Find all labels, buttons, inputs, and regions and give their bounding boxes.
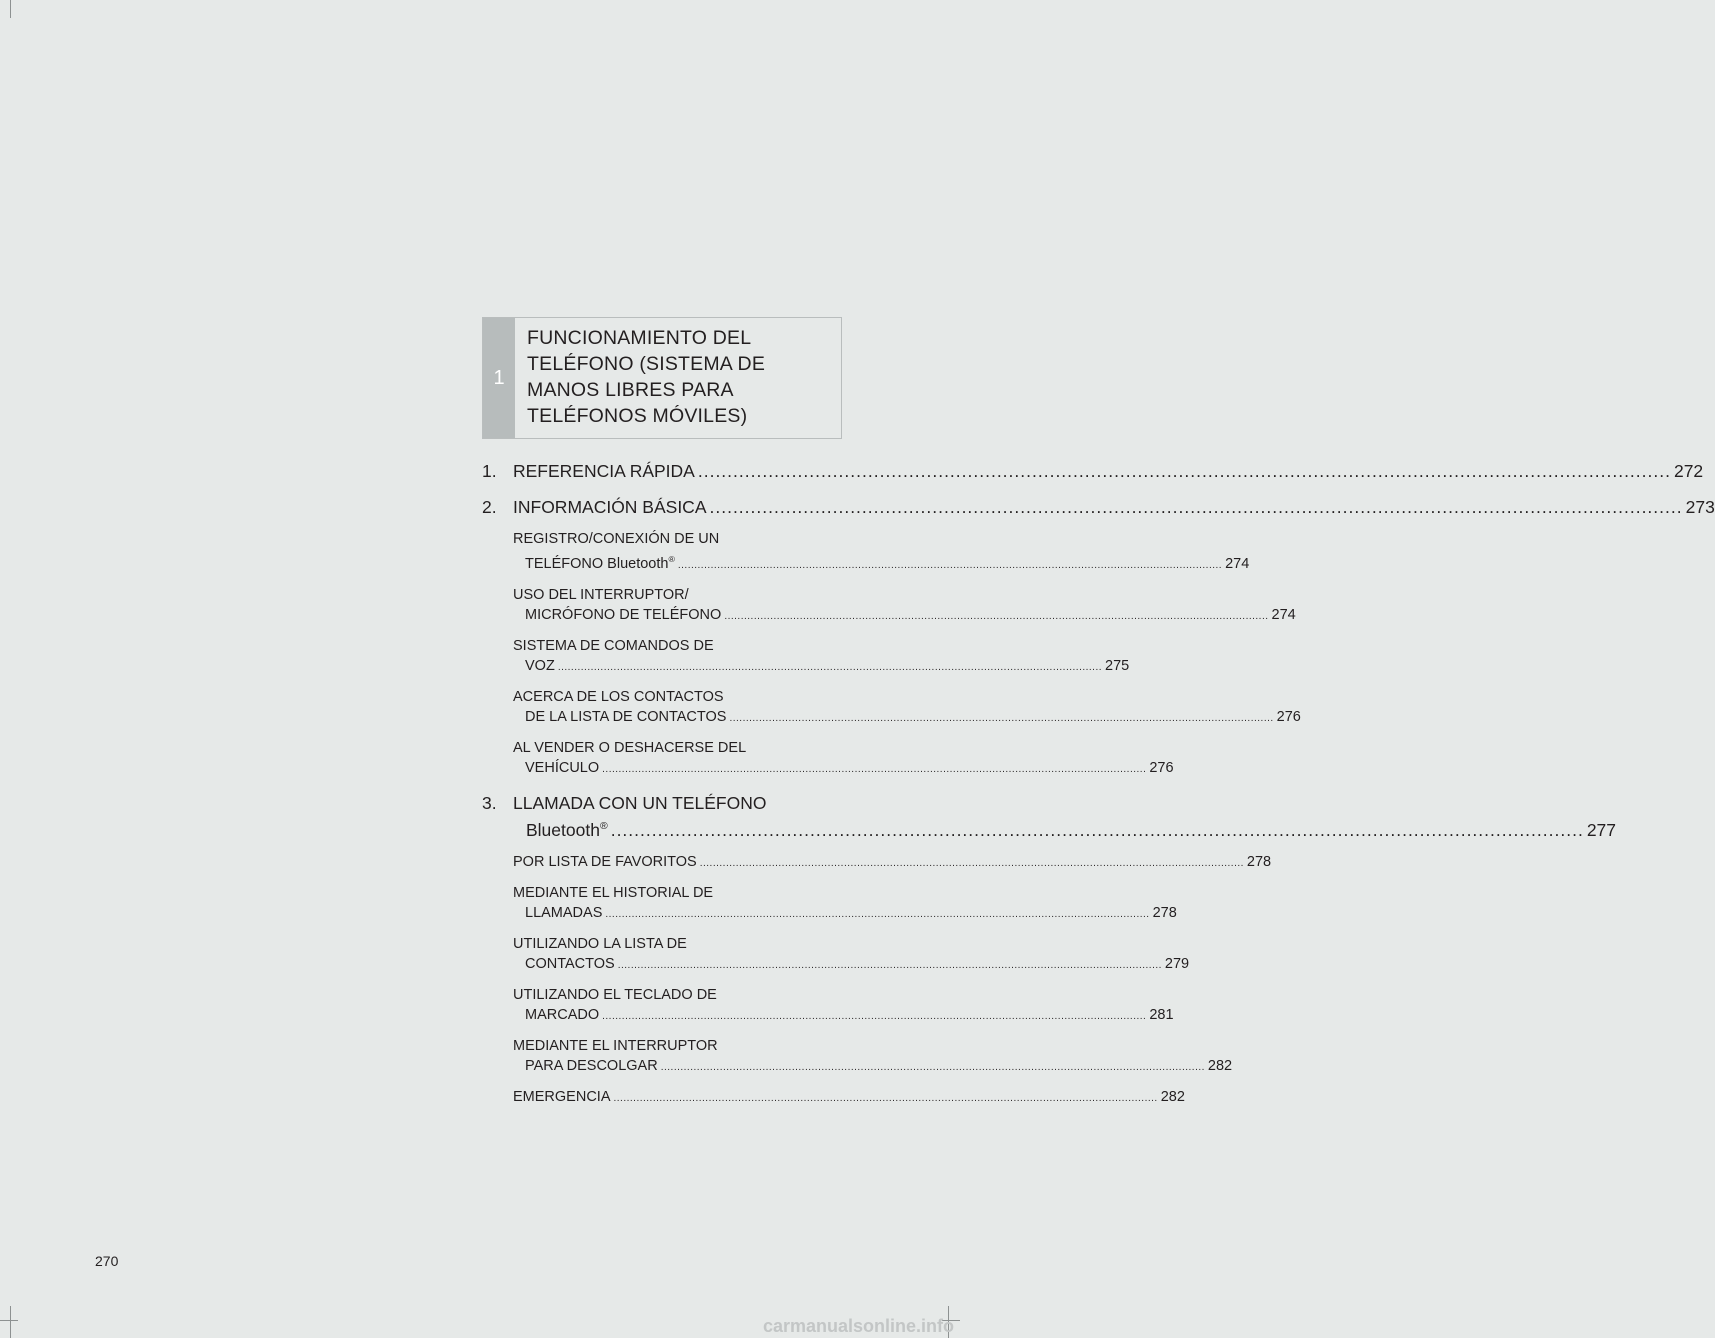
page-ref: 281 [1149,1006,1174,1023]
chapter-header [482,317,842,439]
section-number: 3. [482,792,497,813]
page-ref: 274 [1271,606,1296,623]
table-of-contents [482,460,1715,1121]
chapter-title-line: TELÉFONOS MÓVILES) [527,405,748,427]
toc-section-3[interactable] [482,792,1617,842]
dot-leader [602,760,1146,780]
page-ref: 276 [1276,708,1301,725]
section-number: 2. [482,497,497,517]
page-ref: 282 [1207,1057,1233,1074]
toc-subsection[interactable] [513,738,1174,780]
subsection-title-cont: DE LA LISTA DE CONTACTOS [525,708,727,725]
subsection-title-cont: MICRÓFONO DE TELÉFONO [525,606,722,623]
dot-leader [602,1007,1146,1027]
section-title: REFERENCIA RÁPIDA [513,461,695,481]
toc-subsection[interactable] [513,883,1177,925]
page-ref: 272 [1673,461,1704,481]
subsection-title: UTILIZANDO EL TECLADO DE [513,986,717,1003]
chapter-title-line: TELÉFONO (SISTEMA DE [527,353,766,375]
subsection-title: UTILIZANDO LA LISTA DE [513,935,687,952]
page-ref: 273 [1685,497,1715,517]
subsection-title-cont: VEHÍCULO [525,759,600,776]
toc-section-2[interactable] [482,496,1715,519]
page-ref: 282 [1160,1088,1185,1105]
watermark: carmanualsonline.info [762,1316,954,1336]
page-ref: 275 [1105,657,1130,674]
chapter-title [515,318,841,438]
subsection-title-cont: MARCADO [525,1006,600,1023]
chapter-title-line: MANOS LIBRES PARA [527,379,734,401]
subsection-title: MEDIANTE EL INTERRUPTOR [513,1037,718,1054]
crop-mark [10,1306,12,1338]
subsection-title: AL VENDER O DESHACERSE DEL [513,739,747,756]
toc-subsection[interactable] [513,934,1190,976]
toc-subsection[interactable] [513,1036,1233,1078]
chapter-title-line: FUNCIONAMIENTO DEL [527,327,752,349]
crop-mark [0,1320,18,1322]
dot-leader [678,556,1222,576]
subsection-title-cont: VOZ [525,657,555,674]
subsection-title-cont: PARA DESCOLGAR [525,1057,658,1074]
toc-subsection[interactable] [513,585,1296,627]
dot-leader [558,658,1102,678]
subsection-list [513,529,1301,780]
registered-mark: ® [668,554,675,564]
page-ref: 274 [1225,555,1250,572]
dot-leader [698,460,1671,483]
subsection-title-cont: TELÉFONO Bluetooth® [525,554,675,572]
page-ref: 277 [1586,819,1617,840]
section-title: LLAMADA CON UN TELÉFONO [513,792,767,813]
toc-subsection[interactable] [513,852,1272,874]
dot-leader [611,819,1584,842]
dot-leader [724,607,1268,627]
toc-subsection[interactable] [513,636,1130,678]
subsection-title: REGISTRO/CONEXIÓN DE UN [513,531,720,547]
dot-leader [618,956,1162,976]
subsection-title: ACERCA DE LOS CONTACTOS [513,688,724,705]
section-title-cont: Bluetooth® [526,819,608,840]
subsection-title: SISTEMA DE COMANDOS DE [513,637,714,654]
subsection-title-cont: CONTACTOS [525,955,615,972]
chapter-number: 1 [483,318,515,438]
toc-section-1[interactable] [482,460,1704,483]
dot-leader [661,1058,1205,1078]
dot-leader [729,709,1273,729]
toc-subsection[interactable] [513,985,1174,1027]
dot-leader [710,496,1683,519]
page-ref: 278 [1152,904,1177,921]
page-ref: 279 [1164,955,1190,972]
subsection-list [513,852,1272,1109]
subsection-title: USO DEL INTERRUPTOR/ [513,586,689,603]
subsection-title: MEDIANTE EL HISTORIAL DE [513,884,714,901]
toc-subsection[interactable] [513,687,1301,729]
dot-leader [614,1089,1158,1109]
dot-leader [700,854,1244,874]
section-number: 1. [482,461,497,481]
dot-leader [605,905,1149,925]
subsection-title: EMERGENCIA [513,1088,611,1105]
page-ref: 276 [1149,759,1174,776]
toc-subsection[interactable] [513,1087,1185,1109]
subsection-title-cont: LLAMADAS [525,904,603,921]
page-number: 270 [95,1253,119,1269]
registered-mark: ® [599,819,608,832]
section-title: INFORMACIÓN BÁSICA [513,497,707,517]
page-ref: 278 [1246,853,1272,870]
crop-mark [10,0,12,18]
toc-subsection[interactable] [513,529,1250,576]
subsection-title: POR LISTA DE FAVORITOS [513,853,697,870]
